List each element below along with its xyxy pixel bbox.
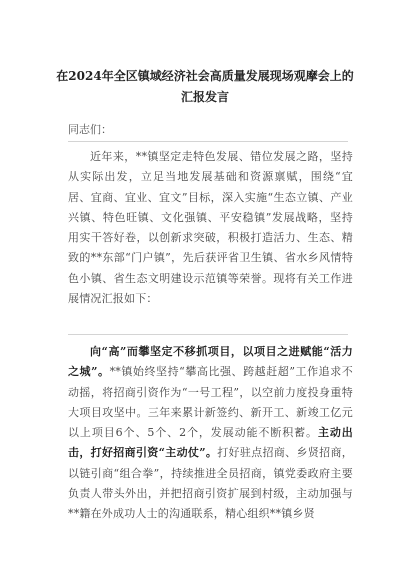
paragraph-intro-text: 近年来，**镇坚定走特色发展、错位发展之路，坚持从实际出发，立足当地发展基础和资源禀赋，围绕“宜居、宜商、宜业、宜文”目标，深入实施“生态立镇、产业兴镇、特色旺镇、文化强镇、平安稳镇”发展战略，坚持用实干答好卷，以创新求突破，积极打造活力、生态、精致的**东部“门户镇”，先后获评省卫生镇、省水乡风情特色小镇、省生态文明建设示范镇等荣誉。现将有关工作进展情况汇报如下： (68, 150, 353, 306)
document-title: 在2024年全区镇域经济社会高质量发展现场观摩会上的汇报发言 (56, 69, 354, 104)
divider (68, 141, 348, 142)
salutation: 同志们： (68, 123, 112, 136)
section-subheading: 主动出击，打好招商引资“主动仗”。 (68, 426, 353, 460)
section-heading: 向“高”而攀坚定不移抓项目，以项目之进赋能“活力之城”。 (68, 345, 353, 379)
section-text: 打好驻点招商、乡贤招商，以链引商“组合拳”，持续推进全员招商，镇党委政府主要负责人带头外出，并把招商引资扩展到村级，主动加强与**籍在外成功人士的沟通联系，精心组织**镇乡贤 (68, 446, 353, 521)
section-text: **镇始终坚持“攀高比强、跨越赶超”工作追求不动摇，将招商引资作为“一号工程”，以空前力度投身重特大项目攻坚中。三年来累计新签约、新开工、新竣工亿元以上项目6个、5个、2个，发展动能不断积蓄。 (68, 365, 353, 440)
paragraph-intro (68, 147, 353, 309)
divider (68, 334, 348, 335)
paragraph-projects (68, 342, 353, 525)
